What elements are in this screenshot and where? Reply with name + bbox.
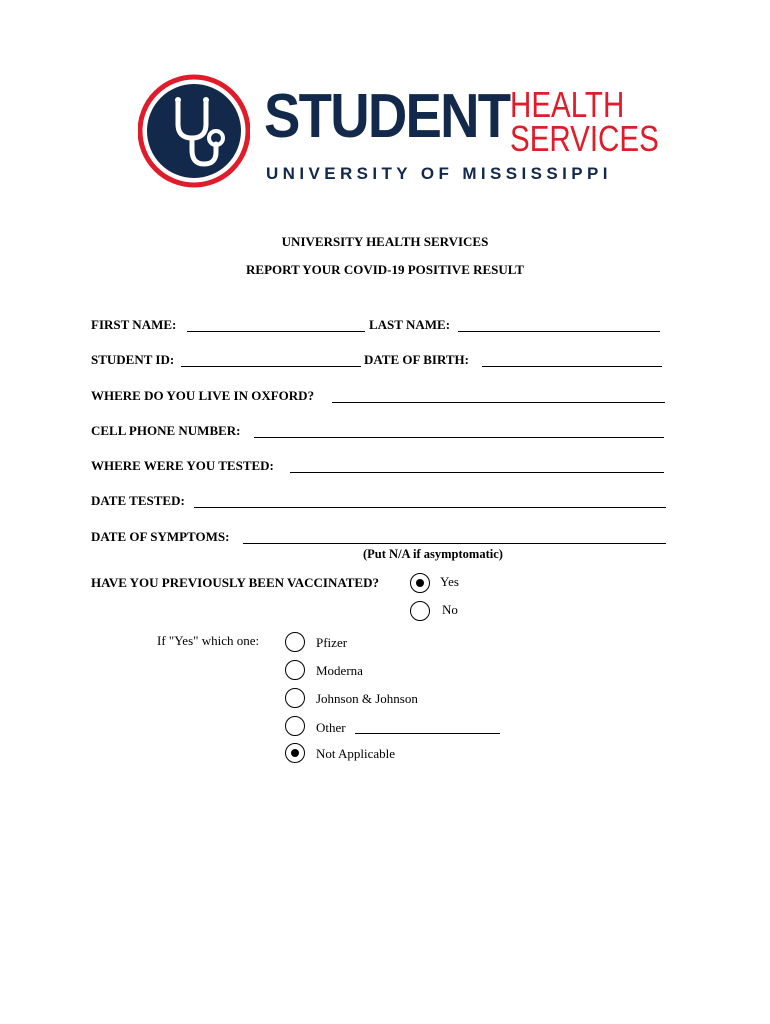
vaccine-other-radio[interactable] bbox=[285, 716, 305, 736]
test-location-label: WHERE WERE YOU TESTED: bbox=[91, 458, 274, 473]
which-vaccine-label: If "Yes" which one: bbox=[157, 633, 260, 648]
date-of-birth-field[interactable] bbox=[482, 366, 662, 367]
vaccine-jnj-label: Johnson & Johnson bbox=[316, 691, 418, 706]
vaccinated-yes-label: Yes bbox=[440, 574, 459, 589]
vaccine-other-field[interactable] bbox=[355, 733, 500, 734]
date-of-symptoms-field[interactable] bbox=[243, 543, 666, 544]
date-tested-label: DATE TESTED: bbox=[91, 493, 185, 508]
vaccine-jnj-radio[interactable] bbox=[285, 688, 305, 708]
page-title: UNIVERSITY HEALTH SERVICES bbox=[281, 234, 489, 249]
vaccine-not-applicable-label: Not Applicable bbox=[316, 746, 396, 761]
last-name-label: LAST NAME: bbox=[369, 317, 451, 332]
vaccinated-yes-radio[interactable] bbox=[410, 573, 430, 593]
vaccine-not-applicable-radio[interactable] bbox=[285, 743, 305, 763]
vaccinated-no-label: No bbox=[442, 602, 458, 617]
residence-label: WHERE DO YOU LIVE IN OXFORD? bbox=[91, 388, 315, 403]
logo-word-health: HEALTH bbox=[510, 84, 625, 125]
vaccine-pfizer-radio[interactable] bbox=[285, 632, 305, 652]
logo-word-services: SERVICES bbox=[510, 118, 659, 159]
student-id-field[interactable] bbox=[181, 366, 361, 367]
student-id-label: STUDENT ID: bbox=[91, 352, 175, 367]
date-of-birth-label: DATE OF BIRTH: bbox=[364, 352, 469, 367]
residence-field[interactable] bbox=[332, 402, 665, 403]
last-name-field[interactable] bbox=[458, 331, 660, 332]
vaccine-other-label: Other bbox=[316, 720, 346, 735]
date-of-symptoms-label: DATE OF SYMPTOMS: bbox=[91, 529, 230, 544]
student-health-services-logo bbox=[138, 72, 659, 192]
logo-word-student: STUDENT bbox=[264, 82, 510, 151]
vaccine-pfizer-label: Pfizer bbox=[316, 635, 348, 650]
date-tested-field[interactable] bbox=[194, 507, 666, 508]
vaccinated-no-radio[interactable] bbox=[410, 601, 430, 621]
page-subtitle: REPORT YOUR COVID-19 POSITIVE RESULT bbox=[246, 262, 524, 277]
first-name-label: FIRST NAME: bbox=[91, 317, 177, 332]
test-location-field[interactable] bbox=[290, 472, 664, 473]
vaccine-moderna-radio[interactable] bbox=[285, 660, 305, 680]
cell-phone-field[interactable] bbox=[254, 437, 664, 438]
asymptomatic-note: (Put N/A if asymptomatic) bbox=[363, 547, 503, 561]
logo-university-name: UNIVERSITY OF MISSISSIPPI bbox=[266, 164, 612, 183]
vaccine-moderna-label: Moderna bbox=[316, 663, 363, 678]
stethoscope-icon bbox=[138, 72, 250, 190]
cell-phone-label: CELL PHONE NUMBER: bbox=[91, 423, 241, 438]
vaccinated-question: HAVE YOU PREVIOUSLY BEEN VACCINATED? bbox=[91, 575, 379, 590]
first-name-field[interactable] bbox=[187, 331, 365, 332]
